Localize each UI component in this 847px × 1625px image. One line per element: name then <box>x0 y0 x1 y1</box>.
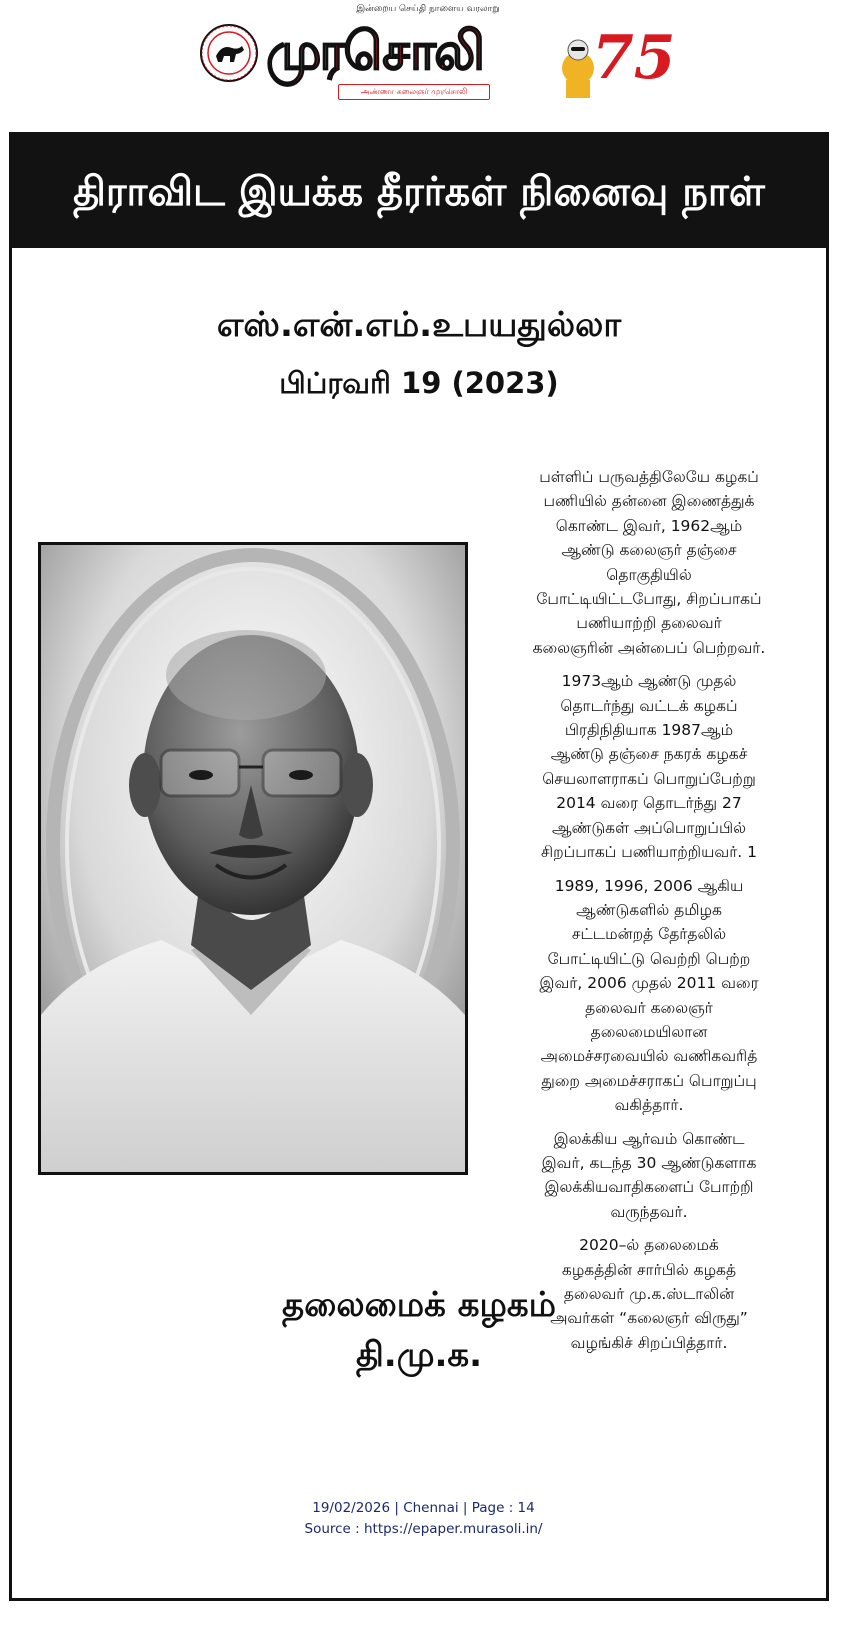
party-emblem-icon <box>196 22 262 84</box>
bio-line: போட்டியிட்டபோது, சிறப்பாகப் <box>536 590 762 609</box>
newspaper-logo: முரசொலி <box>266 20 483 82</box>
bio-line: இவர், கடந்த 30 ஆண்டுகளாக <box>541 1153 757 1172</box>
logo-subtitle: அண்ணா கலைஞர் முரசொலி <box>338 84 490 100</box>
portrait-photo <box>38 542 468 1175</box>
bio-paragraph <box>484 669 814 864</box>
bio-line: ஆண்டு கலைஞர் தஞ்சை <box>561 541 737 560</box>
bio-line: தொடர்ந்து வட்டக் கழகப் <box>560 696 738 715</box>
bio-line: துறை அமைச்சராகப் பொறுப்பு <box>541 1071 757 1090</box>
bio-line: பணியில் தன்னை இணைத்துக் <box>543 492 755 511</box>
masthead-tagline: இன்றைய செய்தி நாளைய வரலாறு <box>356 4 500 14</box>
biography-text <box>484 465 814 1364</box>
bio-line: தொகுதியில் <box>606 565 692 584</box>
bio-line: தலைவர் கலைஞர் <box>585 998 713 1017</box>
bio-line: ஆண்டு தஞ்சை நகரக் கழகச் <box>550 745 748 764</box>
bio-paragraph <box>484 1127 814 1225</box>
bio-line: ஆண்டுகள் அப்பொறுப்பில் <box>552 818 746 837</box>
memorial-advertisement <box>9 132 829 1601</box>
bio-line: கலைஞரின் அன்பைப் பெற்றவர். <box>532 638 766 657</box>
bio-line: இவர், 2006 முதல் 2011 வரை <box>539 974 759 993</box>
bio-line: சிறப்பாகப் பணியாற்றியவர். 1 <box>540 843 758 862</box>
bio-line: வகித்தார். <box>614 1096 684 1115</box>
bio-line: பணியாற்றி தலைவர் <box>576 614 722 633</box>
bio-paragraph <box>484 465 814 660</box>
footer-meta: 19/02/2026 | Chennai | Page : 14 <box>312 1500 535 1516</box>
bio-line: 1989, 1996, 2006 ஆகிய <box>554 876 744 895</box>
bio-paragraph <box>484 874 814 1118</box>
bio-line: 1973ஆம் ஆண்டு முதல் <box>561 672 737 691</box>
memorial-date: பிப்ரவரி 19 (2023) <box>279 366 559 400</box>
title-banner <box>12 135 826 248</box>
bio-line: சட்டமன்றத் தேர்தலில் <box>571 925 727 944</box>
bio-line: இலக்கியவாதிகளைப் போற்றி <box>544 1178 754 1197</box>
bio-line: 2020–ல் தலைமைக் <box>579 1236 719 1255</box>
bio-line: தலைவர் மு.க.ஸ்டாலின் <box>563 1285 735 1303</box>
badge-number: 75 <box>592 23 676 93</box>
bio-line: பிரதிநிதியாக 1987ஆம் <box>564 721 734 740</box>
person-name: எஸ்.என்.எம்.உபயதுல்லா <box>216 305 622 345</box>
bio-line: கழகத்தின் சார்பில் கழகத் <box>561 1260 737 1279</box>
bio-line: அமைச்சரவையில் வணிகவரித் <box>540 1047 758 1066</box>
signature-line-1: தலைமைக் கழகம் <box>282 1285 556 1325</box>
bio-line: செயலாளராகப் பொறுப்பேற்று <box>542 769 756 788</box>
bio-line: பள்ளிப் பருவத்திலேயே கழகப் <box>539 468 759 486</box>
masthead <box>0 0 847 105</box>
signature-block <box>12 1280 826 1380</box>
banner-title: திராவிட இயக்க தீரர்கள் நினைவு நாள் <box>73 168 765 215</box>
bio-line: ஆண்டுகளில் தமிழக <box>576 900 722 919</box>
bio-line: போட்டியிட்டு வெற்றி பெற்ற <box>547 949 751 968</box>
bio-line: 2014 வரை தொடர்ந்து 27 <box>556 794 742 813</box>
bio-line: தலைமையிலான <box>590 1022 708 1041</box>
bio-line: வருந்தவர். <box>610 1202 688 1221</box>
bio-line: கொண்ட இவர், 1962ஆம் <box>555 516 743 535</box>
bio-line: அவர்கள் “கலைஞர் விருது” <box>550 1309 748 1328</box>
footer-source[interactable]: Source : https://epaper.murasoli.in/ <box>304 1521 543 1537</box>
signature-line-2: தி.மு.க. <box>355 1335 483 1375</box>
bio-line: வழங்கிச் சிறப்பித்தார். <box>570 1333 728 1352</box>
anniversary-badge-icon <box>552 8 676 100</box>
bio-line: இலக்கிய ஆர்வம் கொண்ட <box>553 1129 745 1148</box>
